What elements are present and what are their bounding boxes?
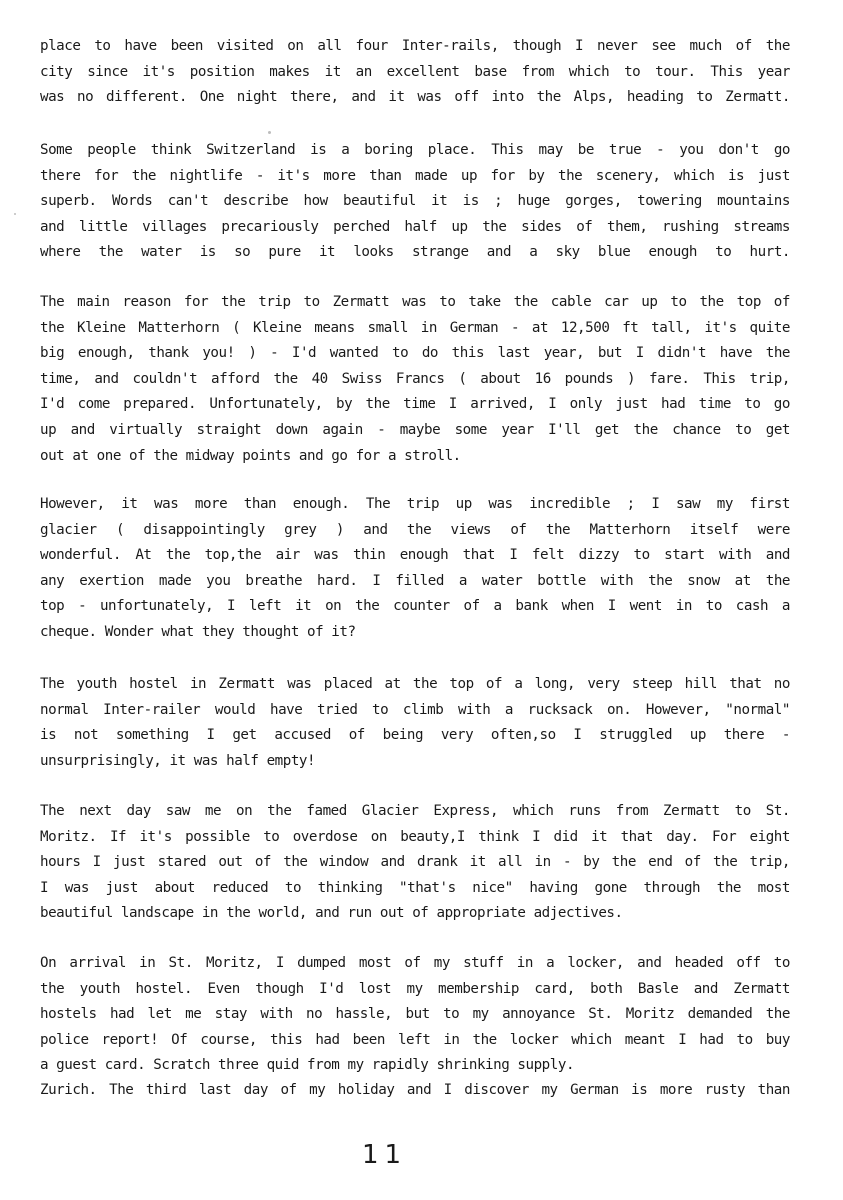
paragraph-st-moritz (40, 951, 790, 1079)
paragraph-zurich (40, 1078, 790, 1104)
text-line: On arrival in St. Moritz, I dumped most of my stuff in a locker, and headed off to (40, 955, 790, 971)
text-line: the Kleine Matterhorn ( Kleine means small in German - at 12,500 ft tall, it's quite (40, 319, 790, 336)
text-line: was no different. One night there, and it was off into the Alps, heading to Zermatt. (40, 89, 790, 106)
paper-speck (268, 131, 271, 134)
text-line: where the water is so pure it looks strange and a sky blue enough to hurt. (40, 244, 790, 261)
text-line: time, and couldn't afford the 40 Swiss Francs ( about 16 pounds ) fare. This trip, (40, 370, 790, 387)
text-line: I'd come prepared. Unfortunately, by the time I arrived, I only just had time to go (40, 396, 790, 413)
paragraph-kleine-matterhorn (40, 290, 790, 469)
text-line: normal Inter-railer would have tried to climb with a rucksack on. However, "normal" (40, 701, 790, 718)
text-line: police report! Of course, this had been left in the locker which meant I had to buy (40, 1031, 790, 1048)
text-line: The main reason for the trip to Zermatt was to take the cable car up to the top of (40, 294, 790, 310)
text-line: there for the nightlife - it's more than made up for by the scenery, which is just (40, 167, 790, 184)
text-line: hostels had let me stay with no hassle, but to my annoyance St. Moritz demanded the (40, 1006, 790, 1023)
paragraph-geneva-base (40, 34, 790, 111)
text-line: hours I just stared out of the window and drank it all in - by the end of the trip, (40, 854, 790, 871)
text-line: Moritz. If it's possible to overdose on beauty,I think I did it that day. For eight (40, 828, 790, 845)
paragraph-glacier-trip (40, 492, 790, 646)
text-line: the youth hostel. Even though I'd lost my membership card, both Basle and Zermatt (40, 980, 790, 997)
paragraph-youth-hostel-zermatt (40, 672, 790, 774)
text-line: The next day saw me on the famed Glacier Express, which runs from Zermatt to St. (40, 803, 790, 819)
text-line: and little villages precariously perched half up the sides of them, rushing streams (40, 218, 790, 235)
text-line: The youth hostel in Zermatt was placed at the top of a long, very steep hill that no (40, 676, 790, 692)
text-line: Zurich. The third last day of my holiday and I discover my German is more rusty than (40, 1082, 790, 1098)
text-line: glacier ( disappointingly grey ) and the views of the Matterhorn itself were (40, 521, 790, 538)
text-line: any exertion made you breathe hard. I filled a water bottle with the snow at the (40, 572, 790, 589)
text-line: However, it was more than enough. The trip up was incredible ; I saw my first (40, 496, 790, 512)
text-line: Some people think Switzerland is a boring place. This may be true - you don't go (40, 142, 790, 158)
text-line: cheque. Wonder what they thought of it? (40, 623, 356, 640)
paragraph-glacier-express (40, 799, 790, 927)
text-line: is not something I get accused of being very often,so I struggled up there - (40, 727, 790, 744)
page-number: 11 (362, 1140, 408, 1170)
paper-speck (14, 213, 16, 215)
text-line: a guest card. Scratch three quid from my rapidly shrinking supply. (40, 1057, 575, 1074)
text-line: up and virtually straight down again - maybe some year I'll get the chance to get (40, 421, 790, 438)
text-line: superb. Words can't describe how beautiful it is ; huge gorges, towering mountains (40, 193, 790, 210)
text-line: big enough, thank you! ) - I'd wanted to do this last year, but I didn't have the (40, 345, 790, 362)
text-line: out at one of the midway points and go for a stroll. (40, 447, 461, 464)
text-line: I was just about reduced to thinking "that's nice" having gone through the most (40, 879, 790, 896)
text-line: top - unfortunately, I left it on the counter of a bank when I went in to cash a (40, 598, 790, 615)
text-line: city since it's position makes it an excellent base from which to tour. This year (40, 63, 790, 80)
text-line: wonderful. At the top,the air was thin enough that I felt dizzy to start with and (40, 547, 790, 564)
text-line: place to have been visited on all four Inter-rails, though I never see much of the (40, 38, 790, 54)
paragraph-switzerland-scenery (40, 138, 790, 266)
text-line: unsurprisingly, it was half empty! (40, 752, 316, 769)
text-line: beautiful landscape in the world, and run out of appropriate adjectives. (40, 905, 623, 922)
